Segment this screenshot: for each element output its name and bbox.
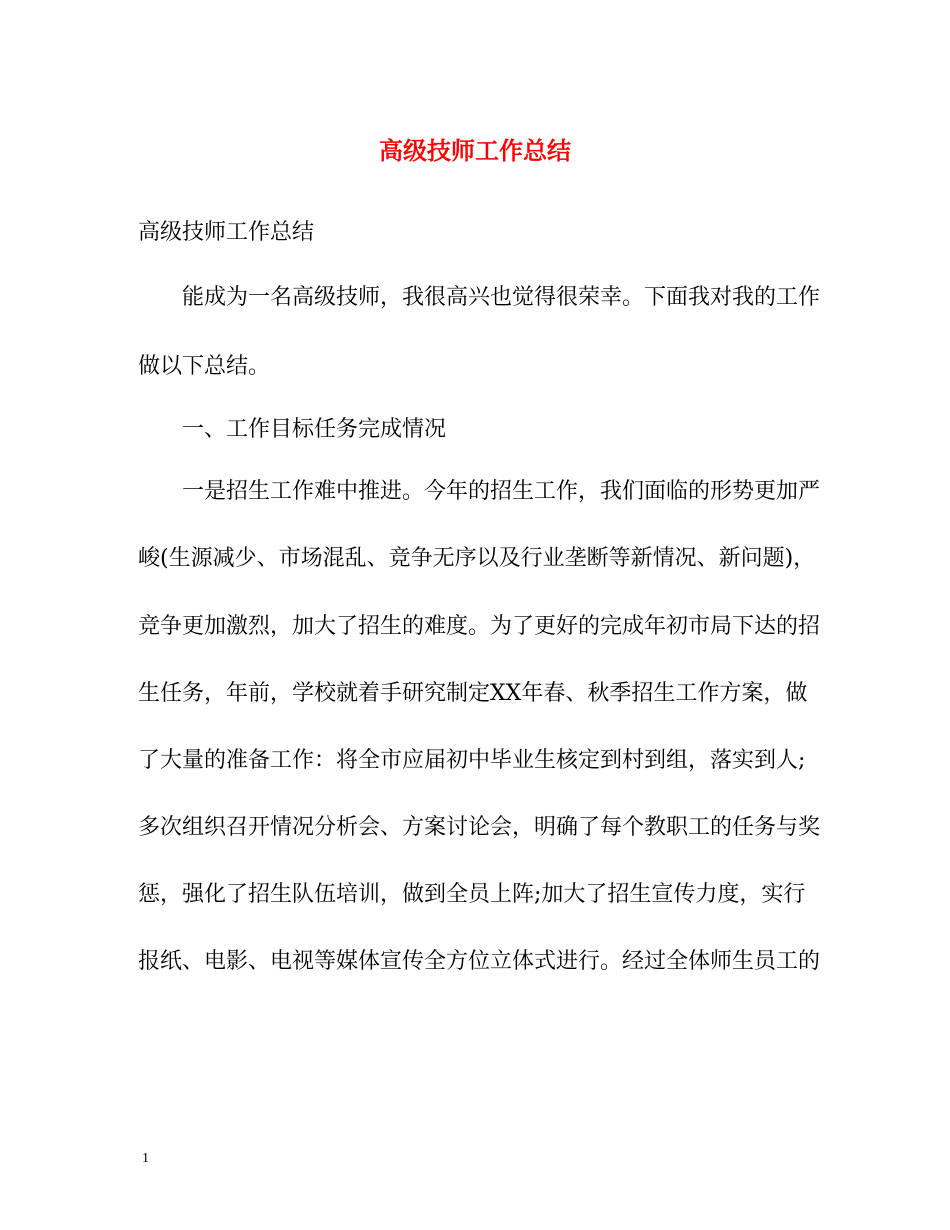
document-subtitle: 高级技师工作总结 bbox=[138, 220, 315, 245]
section-heading: 一、工作目标任务完成情况 bbox=[182, 417, 447, 442]
paragraph-2-line-7: 惩，强化了招生队伍培训，做到全员上阵;加大了招生宣传力度，实行 bbox=[138, 882, 806, 907]
paragraph-2-line-4: 生任务，年前，学校就着手研究制定XX年春、秋季招生工作方案，做 bbox=[138, 681, 808, 706]
document-title: 高级技师工作总结 bbox=[379, 136, 571, 165]
paragraph-2-line-3: 竞争更加激烈，加大了招生的难度。为了更好的完成年初市局下达的招 bbox=[138, 614, 821, 639]
paragraph-2-line-2: 峻(生源减少、市场混乱、竞争无序以及行业垄断等新情况、新问题)， bbox=[138, 546, 816, 571]
paragraph-1-line-1: 能成为一名高级技师，我很高兴也觉得很荣幸。下面我对我的工作 bbox=[182, 285, 821, 310]
paragraph-1-line-2: 做以下总结。 bbox=[138, 354, 271, 379]
paragraph-2-line-6: 多次组织召开情况分析会、方案讨论会，明确了每个教职工的任务与奖 bbox=[138, 815, 821, 840]
page-number: 1 bbox=[142, 1151, 149, 1166]
paragraph-2-line-8: 报纸、电影、电视等媒体宣传全方位立体式进行。经过全体师生员工的 bbox=[138, 949, 821, 974]
paragraph-2-line-1: 一是招生工作难中推进。今年的招生工作，我们面临的形势更加严 bbox=[182, 479, 821, 504]
paragraph-2-line-5: 了大量的准备工作：将全市应届初中毕业生核定到村到组，落实到人; bbox=[138, 748, 806, 773]
